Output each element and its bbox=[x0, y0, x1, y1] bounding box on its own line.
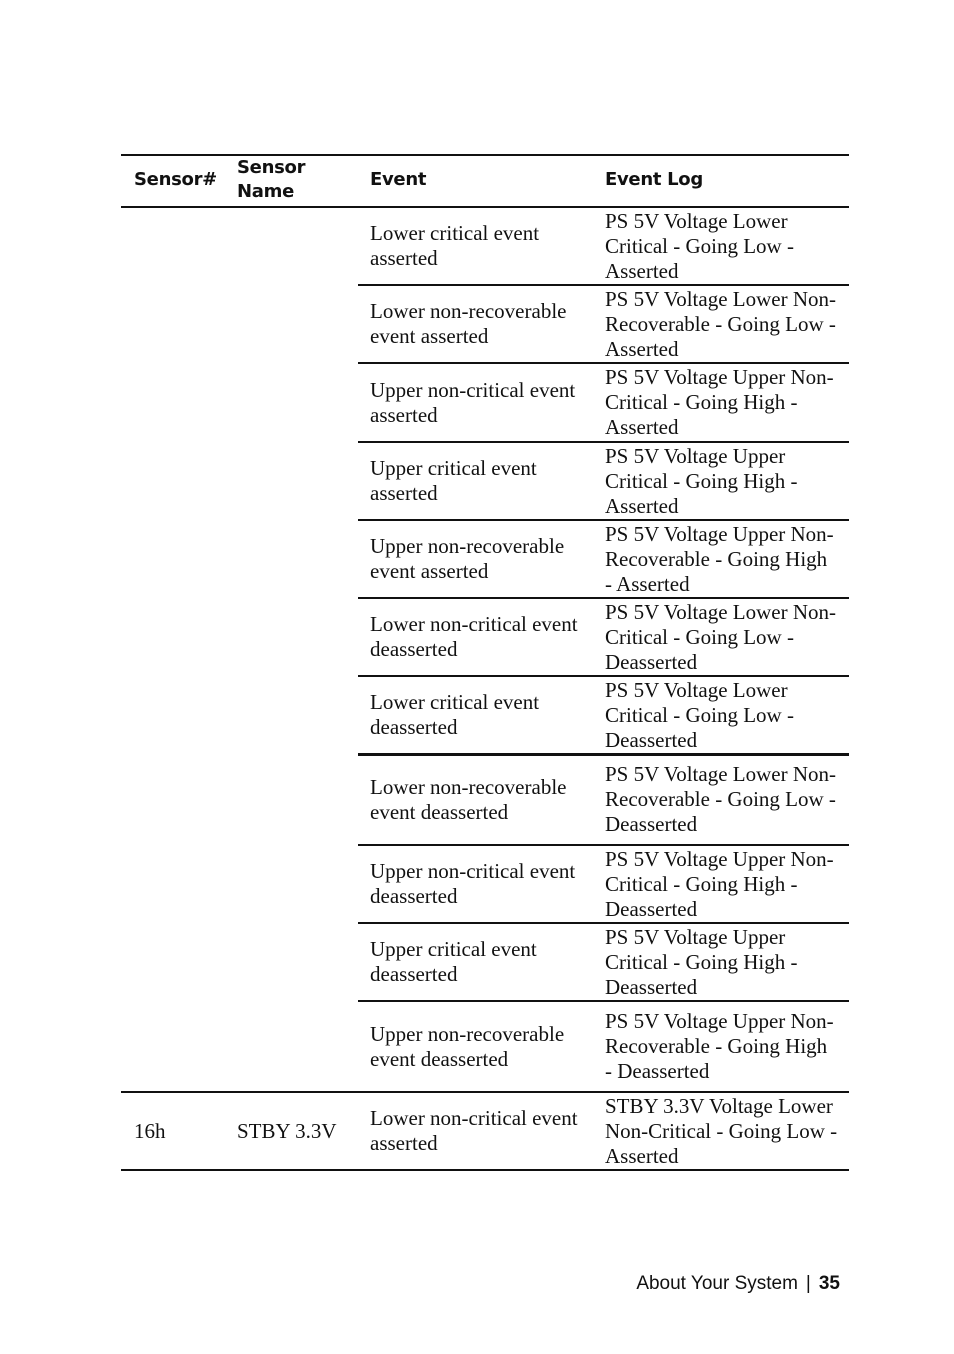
cell-sensor-name bbox=[237, 755, 367, 844]
cell-sensor-name bbox=[237, 521, 367, 597]
cell-event: Upper non-recoverable event deasserted bbox=[370, 1021, 565, 1071]
cell-event: Lower non-recoverable event asserted bbox=[370, 299, 567, 348]
header-event: Event bbox=[370, 169, 427, 190]
cell-sensor-name: STBY 3.3V bbox=[237, 1118, 337, 1143]
cell-event-log: PS 5V Voltage Lower Non- Recoverable - Going Low - Deasserted bbox=[605, 762, 836, 836]
cell-event-log: PS 5V Voltage Lower Non- Critical - Going Low - Deasserted bbox=[605, 599, 836, 674]
cell-sensor-number bbox=[134, 924, 234, 1000]
cell-event-log: PS 5V Voltage Upper Non- Critical - Going High - Asserted bbox=[605, 365, 834, 439]
cell-sensor-name bbox=[237, 924, 367, 1000]
cell-sensor-number bbox=[134, 286, 234, 362]
cell-event: Upper critical event asserted bbox=[370, 456, 537, 505]
cell-sensor-number bbox=[134, 521, 234, 597]
cell-sensor-name bbox=[237, 846, 367, 922]
cell-sensor-name bbox=[237, 208, 367, 284]
cell-sensor-name bbox=[237, 677, 367, 753]
cell-event-log: PS 5V Voltage Upper Non- Recoverable - Going High - Asserted bbox=[605, 521, 834, 596]
header-event-log: Event Log bbox=[605, 169, 703, 190]
cell-event: Upper critical event deasserted bbox=[370, 937, 537, 986]
cell-sensor-name bbox=[237, 1002, 367, 1091]
cell-sensor-name bbox=[237, 286, 367, 362]
cell-sensor-number bbox=[134, 1002, 234, 1091]
page-footer bbox=[636, 1271, 840, 1297]
cell-sensor-number bbox=[134, 208, 234, 284]
cell-event-log: PS 5V Voltage Lower Critical - Going Low - Asserted bbox=[605, 208, 794, 283]
cell-event: Lower non-critical event deasserted bbox=[370, 612, 578, 661]
table-bottom-rule bbox=[121, 1169, 849, 1171]
cell-event-log: PS 5V Voltage Upper Critical - Going High - Asserted bbox=[605, 443, 798, 518]
cell-event: Upper non-critical event asserted bbox=[370, 377, 576, 427]
cell-event-log: PS 5V Voltage Upper Critical - Going High - Deasserted bbox=[605, 924, 798, 999]
cell-event-log: PS 5V Voltage Lower Non- Recoverable - Going Low - Asserted bbox=[605, 286, 836, 361]
header-sensor-number: Sensor# bbox=[134, 169, 217, 190]
cell-event: Upper non-critical event deasserted bbox=[370, 859, 576, 908]
cell-event: Upper non-recoverable event asserted bbox=[370, 534, 565, 583]
cell-sensor-number bbox=[134, 599, 234, 675]
cell-sensor-number bbox=[134, 755, 234, 844]
cell-event: Lower non-critical event asserted bbox=[370, 1106, 578, 1155]
page-number: 35 bbox=[818, 1273, 840, 1294]
cell-sensor-name bbox=[237, 364, 367, 441]
cell-sensor-name bbox=[237, 443, 367, 519]
cell-event: Lower critical event asserted bbox=[370, 221, 540, 270]
cell-sensor-number bbox=[134, 846, 234, 922]
cell-event-log: PS 5V Voltage Lower Critical - Going Low - Deasserted bbox=[605, 677, 794, 752]
header-sensor-name: Sensor Name bbox=[237, 157, 306, 202]
cell-sensor-number: 16h bbox=[134, 1118, 166, 1143]
cell-sensor-number bbox=[134, 364, 234, 441]
cell-event: Lower non-recoverable event deasserted bbox=[370, 774, 567, 824]
cell-event-log: PS 5V Voltage Upper Non- Critical - Going High - Deasserted bbox=[605, 846, 834, 921]
footer-section-title: About Your System bbox=[636, 1273, 798, 1294]
cell-sensor-number bbox=[134, 443, 234, 519]
cell-event-log: PS 5V Voltage Upper Non- Recoverable - Going High - Deasserted bbox=[605, 1009, 834, 1083]
cell-event: Lower critical event deasserted bbox=[370, 690, 540, 739]
cell-sensor-name bbox=[237, 599, 367, 675]
footer-separator: | bbox=[805, 1273, 811, 1294]
cell-event-log: STBY 3.3V Voltage Lower Non-Critical - Going Low - Asserted bbox=[605, 1093, 838, 1168]
cell-sensor-number bbox=[134, 677, 234, 753]
